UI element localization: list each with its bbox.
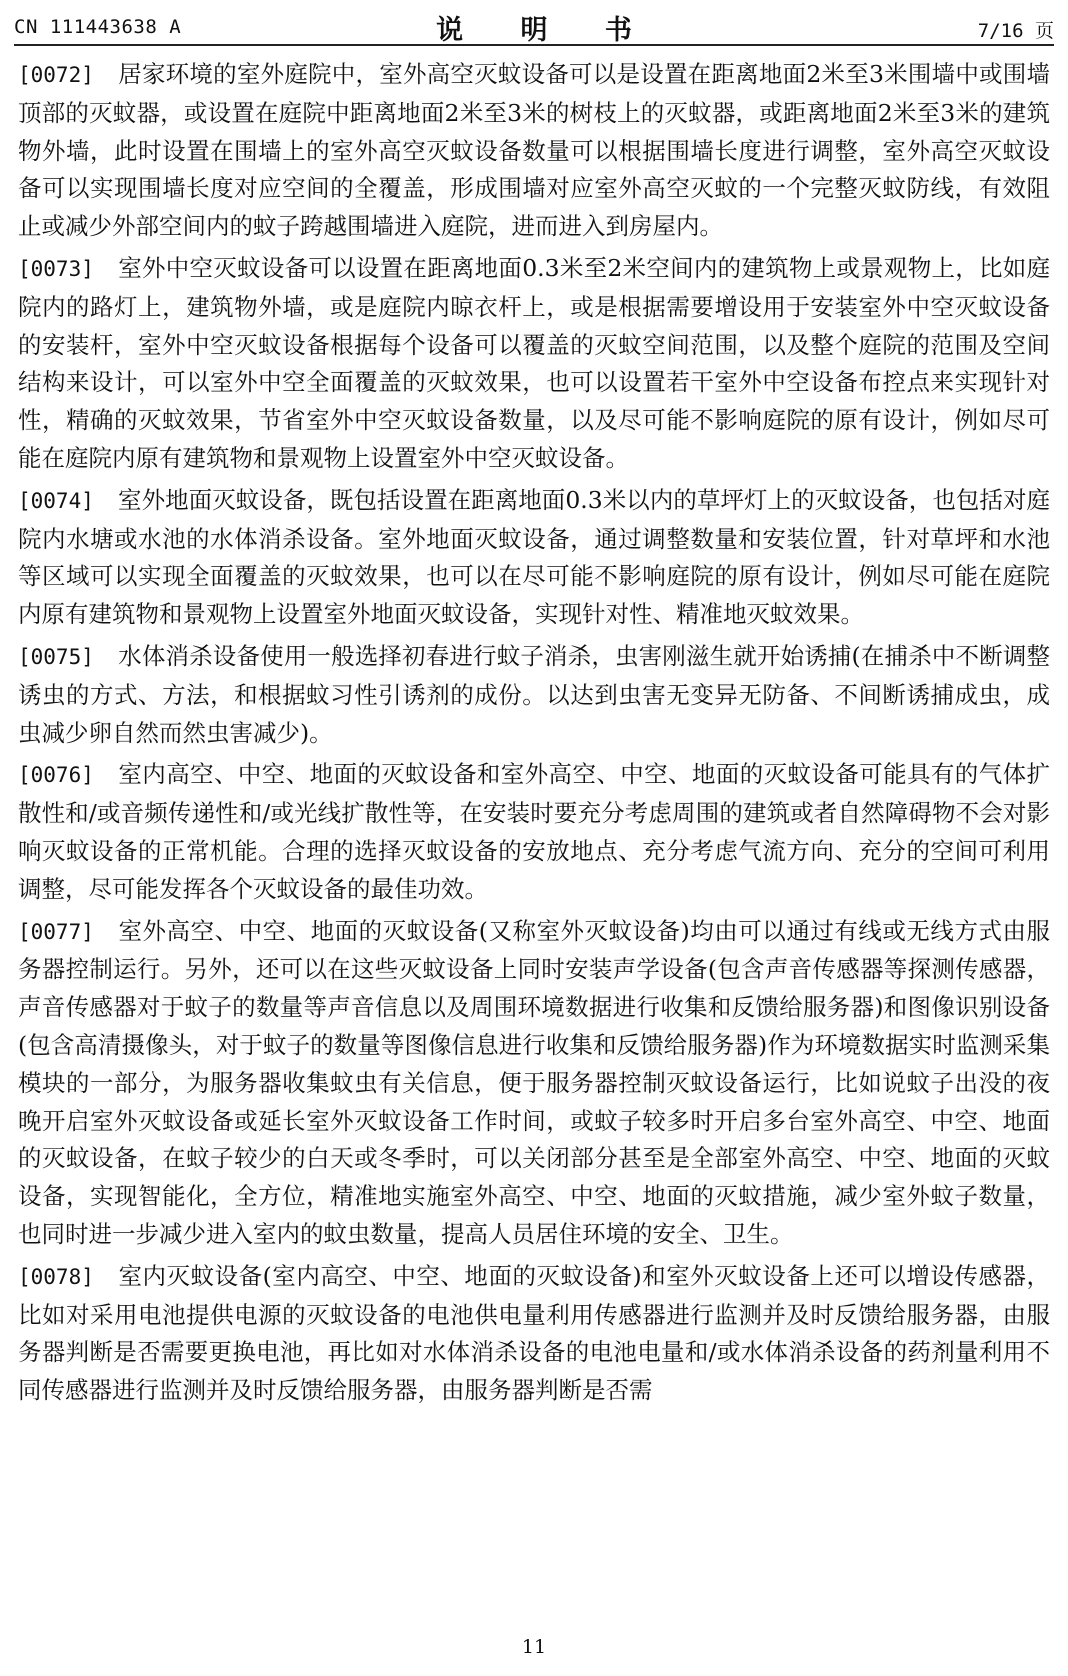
paragraph-number: [0078] [18, 1264, 94, 1289]
paragraph-0074 [18, 482, 1050, 634]
page-number: 11 [521, 1636, 547, 1658]
paragraph-0075 [18, 638, 1050, 752]
paragraph-number: [0074] [18, 488, 94, 513]
document-body [18, 56, 1050, 1414]
header-divider [14, 44, 1054, 46]
paragraph-text: 室外中空灭蚊设备可以设置在距离地面0.3米至2米空间内的建筑物上或景观物上，比如庭院内的路灯上，建筑物外墙，或是庭院内晾衣杆上，或是根据需要增设用于安装室外中空灭蚊设备的安装杆，室外中空灭蚊设备根据每个设备可以覆盖的灭蚊空间范围，以及整个庭院的范围及空间结构来设计，可以室外中空全面覆盖的灭蚊效果，也可以设置若干室外中空设备布控点来实现针对性，精确的灭蚊效果，节省室外中空灭蚊设备数量，以及尽可能不影响庭院的原有设计，例如尽可能在庭院内原有建筑物和景观物上设置室外中空灭蚊设备。 [18, 253, 1050, 472]
paragraph-number: [0077] [18, 919, 94, 944]
paragraph-0077 [18, 913, 1050, 1254]
paragraph-text: 水体消杀设备使用一般选择初春进行蚊子消杀，虫害刚滋生就开始诱捕(在捕杀中不断调整诱虫的方式、方法，和根据蚊习性引诱剂的成份。以达到虫害无变异无防备、不间断诱捕成虫，成虫减少卵自然而然虫害减少)。 [18, 641, 1050, 747]
paragraph-text: 室外高空、中空、地面的灭蚊设备(又称室外灭蚊设备)均由可以通过有线或无线方式由服务器控制运行。另外，还可以在这些灭蚊设备上同时安装声学设备(包含声音传感器等探测传感器，声音传感器对于蚊子的数量等声音信息以及周围环境数据进行收集和反馈给服务器)和图像识别设备(包含高清摄像头，对于蚊子的数量等图像信息进行收集和反馈给服务器)作为环境数据实时监测采集模块的一部分，为服务器收集蚊虫有关信息，便于服务器控制灭蚊设备运行，比如说蚊子出没的夜晚开启室外灭蚊设备或延长室外灭蚊设备工作时间，或蚊子较多时开启多台室外高空、中空、地面的灭蚊设备，在蚊子较少的白天或冬季时，可以关闭部分甚至是全部室外高空、中空、地面的灭蚊设备，实现智能化，全方位，精准地实施室外高空、中空、地面的灭蚊措施，减少室外蚊子数量，也同时进一步减少进入室内的蚊虫数量，提高人员居住环境的安全、卫生。 [18, 916, 1050, 1248]
document-title: 说 明 书 [436, 15, 656, 46]
paragraph-0078 [18, 1258, 1050, 1410]
patent-number: CN 111443638 A [14, 16, 182, 38]
paragraph-0076 [18, 756, 1050, 908]
paragraph-text: 室内高空、中空、地面的灭蚊设备和室外高空、中空、地面的灭蚊设备可能具有的气体扩散性和/或音频传递性和/或光线扩散性等，在安装时要充分考虑周围的建筑或者自然障碍物不会对影响灭蚊设备的正常机能。合理的选择灭蚊设备的安放地点、充分考虑气流方向、充分的空间可利用调整，尽可能发挥各个灭蚊设备的最佳功效。 [18, 760, 1050, 903]
paragraph-0073 [18, 250, 1050, 478]
paragraph-number: [0072] [18, 63, 94, 87]
paragraph-text: 室内灭蚊设备(室内高空、中空、地面的灭蚊设备)和室外灭蚊设备上还可以增设传感器，比如对采用电池提供电源的灭蚊设备的电池供电量利用传感器进行监测并及时反馈给服务器，由服务器判断是否需要更换电池，再比如对水体消杀设备的电池电量和/或水体消杀设备的药剂量利用不同传感器进行监测并及时反馈给服务器，由服务器判断是否需 [18, 1261, 1050, 1405]
paragraph-text: 居家环境的室外庭院中，室外高空灭蚊设备可以是设置在距离地面2米至3米围墙中或围墙顶部的灭蚊器，或设置在庭院中距离地面2米至3米的树枝上的灭蚊器，或距离地面2米至3米的建筑物外墙，此时设置在围墙上的室外高空灭蚊设备数量可以根据围墙长度进行调整，室外高空灭蚊设备可以实现围墙长度对应空间的全覆盖，形成围墙对应室外高空灭蚊的一个完整灭蚊防线，有效阻止或减少外部空间内的蚊子跨越围墙进入庭院，进而进入到房屋内。 [18, 60, 1050, 241]
page-indicator: 7/16 页 [977, 20, 1054, 42]
paragraph-number: [0073] [18, 256, 94, 281]
paragraph-0072 [18, 56, 1050, 246]
paragraph-number: [0075] [18, 644, 94, 669]
paragraph-text: 室外地面灭蚊设备，既包括设置在距离地面0.3米以内的草坪灯上的灭蚊设备，也包括对庭院内水塘或水池的水体消杀设备。室外地面灭蚊设备，通过调整数量和安装位置，针对草坪和水池等区域可以实现全面覆盖的灭蚊效果，也可以在尽可能不影响庭院的原有设计，例如尽可能在庭院内原有建筑物和景观物上设置室外地面灭蚊设备，实现针对性、精准地灭蚊效果。 [18, 485, 1050, 629]
paragraph-number: [0076] [18, 763, 94, 788]
page-header [14, 8, 1054, 46]
